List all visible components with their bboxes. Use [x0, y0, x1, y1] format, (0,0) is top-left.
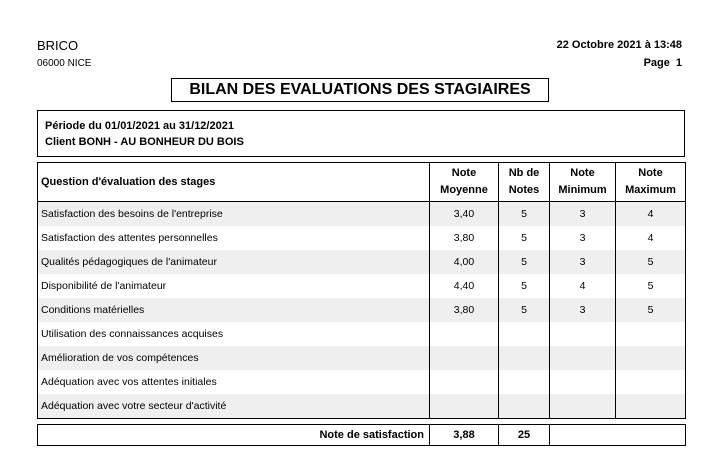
cell-minimum: 3 [550, 226, 616, 250]
table-row [38, 394, 686, 419]
report-datetime: 22 Octobre 2021 à 13:48 [556, 39, 682, 51]
cell-count [499, 322, 550, 346]
cell-count: 5 [499, 250, 550, 274]
cell-maximum: 5 [616, 250, 686, 274]
cell-maximum [616, 322, 686, 346]
cell-question: Qualités pédagogiques de l'animateur [38, 250, 430, 274]
cell-minimum: 4 [550, 274, 616, 298]
cell-average: 3,40 [430, 202, 499, 227]
header-count: Nb de Notes [499, 163, 550, 202]
cell-average: 4,40 [430, 274, 499, 298]
cell-minimum [550, 322, 616, 346]
cell-average [430, 346, 499, 370]
cell-maximum: 5 [616, 298, 686, 322]
header-minimum: Note Minimum [550, 163, 616, 202]
company-city: 06000 NICE [37, 58, 92, 69]
cell-question: Amélioration de vos compétences [38, 346, 430, 370]
cell-average: 3,80 [430, 226, 499, 250]
cell-maximum [616, 394, 686, 419]
cell-minimum: 3 [550, 250, 616, 274]
evaluation-table [37, 162, 686, 419]
satisfaction-count: 25 [499, 425, 550, 446]
table-row [38, 322, 686, 346]
cell-question: Satisfaction des attentes personnelles [38, 226, 430, 250]
satisfaction-total-table [37, 424, 686, 446]
cell-count [499, 370, 550, 394]
cell-maximum: 5 [616, 274, 686, 298]
table-row [38, 202, 686, 227]
page-label: Page [643, 57, 670, 69]
cell-question: Disponibilité de l'animateur [38, 274, 430, 298]
table-row [38, 370, 686, 394]
table-row [38, 226, 686, 250]
cell-average: 3,80 [430, 298, 499, 322]
satisfaction-empty-cell [550, 425, 686, 446]
totals-row [38, 425, 686, 446]
cell-minimum: 3 [550, 298, 616, 322]
report-title: BILAN DES EVALUATIONS DES STAGIAIRES [171, 78, 549, 102]
page-number: 1 [675, 57, 682, 69]
cell-minimum [550, 346, 616, 370]
cell-count [499, 394, 550, 419]
satisfaction-average: 3,88 [430, 425, 499, 446]
cell-count: 5 [499, 226, 550, 250]
cell-maximum: 4 [616, 226, 686, 250]
cell-question: Conditions matérielles [38, 298, 430, 322]
cell-maximum [616, 370, 686, 394]
period-range: Période du 01/01/2021 au 31/12/2021 [45, 120, 234, 132]
table-row [38, 298, 686, 322]
cell-minimum: 3 [550, 202, 616, 227]
cell-count: 5 [499, 202, 550, 227]
page-indicator [644, 57, 682, 69]
header-question: Question d'évaluation des stages [38, 163, 430, 202]
cell-count [499, 346, 550, 370]
header-maximum: Note Maximum [616, 163, 686, 202]
cell-question: Adéquation avec vos attentes initiales [38, 370, 430, 394]
company-name: BRICO [37, 38, 79, 53]
cell-count: 5 [499, 298, 550, 322]
client-info: Client BONH - AU BONHEUR DU BOIS [45, 136, 244, 148]
cell-question: Adéquation avec votre secteur d'activité [38, 394, 430, 419]
table-header-row [38, 163, 686, 202]
cell-question: Satisfaction des besoins de l'entreprise [38, 202, 430, 227]
cell-maximum [616, 346, 686, 370]
table-row [38, 346, 686, 370]
period-box [37, 110, 685, 157]
cell-minimum [550, 394, 616, 419]
table-row [38, 250, 686, 274]
cell-average [430, 322, 499, 346]
cell-average: 4,00 [430, 250, 499, 274]
cell-average [430, 394, 499, 419]
cell-count: 5 [499, 274, 550, 298]
satisfaction-label: Note de satisfaction [38, 425, 430, 446]
cell-minimum [550, 370, 616, 394]
table-row [38, 274, 686, 298]
header-average: Note Moyenne [430, 163, 499, 202]
cell-question: Utilisation des connaissances acquises [38, 322, 430, 346]
cell-average [430, 370, 499, 394]
cell-maximum: 4 [616, 202, 686, 227]
